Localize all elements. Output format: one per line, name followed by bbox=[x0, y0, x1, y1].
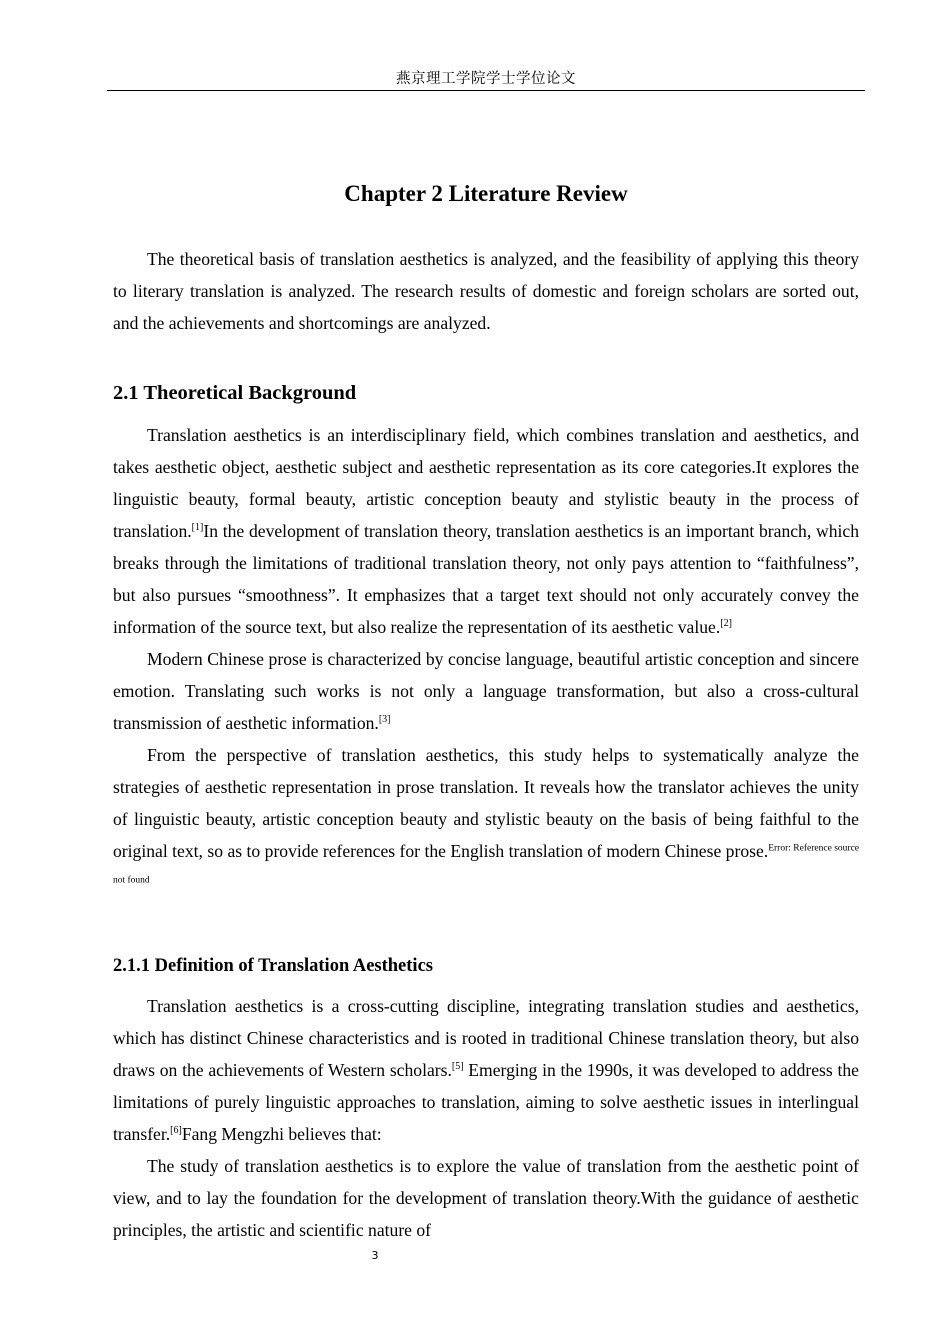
running-header bbox=[107, 68, 865, 91]
paragraph-text: Translation aesthetics is a cross-cutting discipline, integrating translation studies and aesthetics, which has distinct Chinese characteristics and is rooted in traditional Chinese translation theory, but also draws on the achievements of Western scholars. bbox=[113, 996, 859, 1080]
chapter-intro-paragraph: The theoretical basis of translation aesthetics is analyzed, and the feasibility of applying this theory to literary translation is analyzed. The research results of domestic and foreign scholars are sorted out, and the achievements and shortcomings are analyzed. bbox=[113, 249, 859, 333]
section-2-1-1-paragraph-2: The study of translation aesthetics is to explore the value of translation from the aesthetic point of view, and to lay the foundation for the development of translation theory.With the guidance of aesthetic principles, the artistic and scientific nature of bbox=[113, 1156, 859, 1240]
citation-ref-6: [6] bbox=[170, 1125, 182, 1136]
citation-ref-5: [5] bbox=[451, 1061, 464, 1072]
paragraph-text: From the perspective of translation aesthetics, this study helps to systematically analyze the strategies of aesthetic representation in prose translation. It reveals how the translator achieves the unity of linguistic beauty, artistic conception beauty and stylistic beauty on the basis of being faithful to the original text, so as to provide references for the English translation of modern Chinese prose. bbox=[113, 745, 859, 861]
chapter-title: Chapter 2 Literature Review bbox=[344, 181, 628, 206]
citation-ref-1: [1] bbox=[191, 522, 204, 533]
paragraph-text: Emerging in the 1990s, it was developed to address the limitations of purely linguistic approaches to translation, aiming to solve aesthetic issues in interlingual transfer. bbox=[113, 1060, 859, 1144]
section-2-1-paragraph-1 bbox=[113, 419, 859, 643]
section-2-1-body bbox=[113, 419, 859, 899]
paragraph-text: In the development of translation theory, translation aesthetics is an important branch, which breaks through the limitations of traditional translation theory, not only pays attention to “faithfulness”, but also pursues “smoothness”. It emphasizes that a target text should not only accurately convey the information of the source text, but also realize the representation of its aesthetic value. bbox=[113, 521, 859, 637]
paragraph-text: Translation aesthetics is an interdisciplinary field, which combines translation and aesthetics, and takes aesthetic object, aesthetic subject and aesthetic representation as its core categories.It explores the linguistic beauty, formal beauty, artistic conception beauty and stylistic beauty in the process of translation. bbox=[113, 425, 859, 541]
section-2-1-1-body bbox=[113, 990, 859, 1246]
chapter-intro-block bbox=[113, 243, 859, 339]
paragraph-text: Modern Chinese prose is characterized by concise language, beautiful artistic conception and sincere emotion. Translating such works is not only a language transformation, but also a cross-cultural transmission of aesthetic information. bbox=[113, 649, 859, 733]
section-2-1-paragraph-3 bbox=[113, 739, 859, 899]
citation-error-text: Error: Reference source not found bbox=[113, 843, 859, 886]
section-2-1-paragraph-2 bbox=[113, 643, 859, 739]
page-number: 3 bbox=[371, 1249, 379, 1262]
paragraph-text: Fang Mengzhi believes that: bbox=[181, 1124, 382, 1144]
section-heading-2-1-1: 2.1.1 Definition of Translation Aesthetics bbox=[113, 956, 433, 976]
citation-ref-3: [3] bbox=[378, 714, 391, 725]
section-2-1-1-paragraph-1 bbox=[113, 990, 859, 1150]
running-header-title: 燕京理工学院学士学位论文 bbox=[396, 71, 576, 87]
section-heading-2-1: 2.1 Theoretical Background bbox=[113, 382, 357, 404]
citation-ref-2: [2] bbox=[720, 618, 732, 629]
